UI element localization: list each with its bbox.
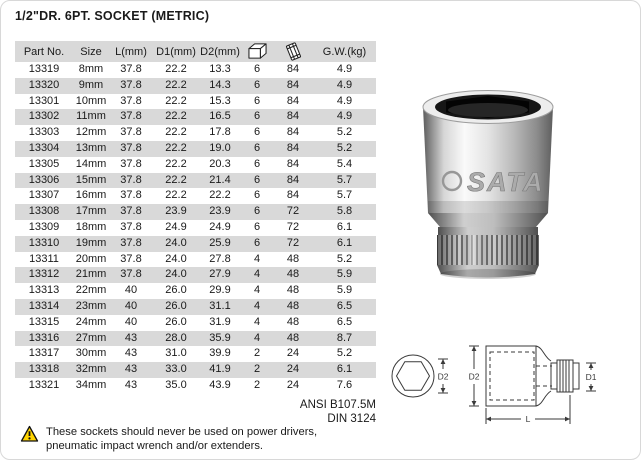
cell-d2: 35.9	[199, 331, 241, 347]
cell-d1: 33.0	[153, 362, 199, 378]
brand-emboss-text: SATA	[467, 167, 545, 197]
cell-carton-qty: 84	[286, 126, 300, 139]
cell-size: 19mm	[73, 236, 109, 252]
cell-part-no: 13316	[15, 331, 73, 347]
cell-carton-qty: 48	[286, 284, 300, 297]
cell-d1: 22.2	[165, 126, 187, 139]
warning-triangle-icon	[20, 425, 39, 443]
cell-inner-qty: 4	[241, 267, 273, 283]
cell-size: 20mm	[75, 252, 107, 265]
cell-part-no: 13313	[28, 284, 60, 297]
cell-gross-weight: 5.2	[313, 141, 376, 157]
cell-length: 37.8	[109, 236, 153, 252]
cell-carton-qty: 24	[286, 347, 300, 360]
cell-length: 37.8	[109, 267, 153, 283]
table-row	[15, 267, 376, 283]
cell-size: 9mm	[73, 78, 109, 94]
page-title: 1/2"DR. 6PT. SOCKET (METRIC)	[15, 9, 210, 23]
cell-gross-weight: 5.9	[336, 284, 353, 297]
table-row	[15, 78, 376, 94]
col-header-part-no: Part No.	[15, 41, 73, 62]
cell-length: 37.8	[109, 109, 153, 125]
col-header-size: Size	[73, 41, 109, 62]
cell-part-no: 13311	[29, 252, 59, 265]
cell-gross-weight: 5.4	[336, 157, 353, 170]
cell-inner-qty: 6	[241, 78, 273, 94]
cell-length: 40	[109, 299, 153, 315]
cell-size: 8mm	[78, 63, 104, 75]
cell-carton-qty: 84	[273, 141, 313, 157]
cell-d2: 39.9	[209, 347, 231, 360]
cell-d1: 22.2	[165, 189, 187, 202]
cell-length: 37.8	[109, 173, 153, 189]
col-header-carton-qty	[273, 41, 313, 62]
cell-carton-qty: 48	[286, 315, 300, 328]
cell-length: 40	[124, 315, 138, 328]
cell-part-no: 13315	[28, 315, 60, 328]
cell-inner-qty: 6	[253, 189, 261, 202]
cell-length: 37.8	[109, 141, 153, 157]
cell-size: 22mm	[75, 284, 107, 297]
table-row	[15, 315, 376, 331]
cell-inner-qty: 4	[253, 315, 261, 328]
cell-inner-qty: 6	[241, 236, 273, 252]
col-header-d1: D1(mm)	[153, 41, 199, 62]
cell-inner-qty: 6	[241, 141, 273, 157]
cell-inner-qty: 6	[253, 126, 261, 139]
dim-label-d1: D1	[585, 372, 597, 382]
cell-part-no: 13319	[28, 63, 60, 75]
cell-part-no: 13305	[28, 157, 60, 170]
table-row	[15, 62, 376, 78]
cell-part-no: 13306	[15, 173, 73, 189]
cell-d1: 24.0	[153, 236, 199, 252]
cell-gross-weight: 4.9	[336, 63, 353, 75]
cell-inner-qty: 4	[241, 299, 273, 315]
cell-d1: 35.0	[165, 378, 187, 391]
cell-part-no: 13312	[15, 267, 73, 283]
standard-ansi: ANSI B107.5M	[299, 399, 376, 411]
cell-size: 11mm	[73, 109, 109, 125]
cell-length: 37.8	[120, 126, 142, 139]
cell-length: 43	[124, 347, 138, 360]
cell-d1: 26.0	[153, 299, 199, 315]
cell-d1: 24.0	[153, 267, 199, 283]
cell-carton-qty: 84	[273, 78, 313, 94]
cell-size: 15mm	[73, 173, 109, 189]
end-view-hexagon	[397, 362, 430, 391]
cell-part-no: 13321	[28, 378, 60, 391]
cell-part-no: 13310	[15, 236, 73, 252]
cell-part-no: 13307	[28, 189, 60, 202]
cell-d1: 22.2	[165, 94, 187, 107]
cell-gross-weight: 5.2	[336, 347, 353, 360]
table-row	[15, 141, 376, 157]
cell-d2: 27.9	[199, 267, 241, 283]
cell-size: 13mm	[73, 141, 109, 157]
cell-part-no: 13303	[28, 126, 60, 139]
cell-d1: 22.2	[165, 157, 187, 170]
cell-d2: 23.9	[199, 204, 241, 220]
cell-part-no: 13314	[15, 299, 73, 315]
cell-inner-qty: 6	[253, 63, 261, 75]
cell-d2: 31.1	[199, 299, 241, 315]
cell-gross-weight: 6.1	[313, 362, 376, 378]
cell-d1: 22.2	[153, 78, 199, 94]
cell-carton-qty: 72	[286, 220, 300, 233]
cell-carton-qty: 24	[286, 378, 300, 391]
cell-gross-weight: 4.9	[313, 109, 376, 125]
cell-size: 27mm	[73, 331, 109, 347]
cell-d2: 19.0	[199, 141, 241, 157]
warning-text: These sockets should never be used on power drivers, pneumatic impact wrench and/or extenders.	[46, 426, 318, 452]
cell-d2: 16.5	[199, 109, 241, 125]
cell-length: 37.8	[120, 94, 142, 107]
cell-d1: 28.0	[153, 331, 199, 347]
cell-part-no: 13302	[15, 109, 73, 125]
inner-box-icon	[246, 42, 269, 61]
table-row	[15, 204, 376, 220]
cell-gross-weight: 5.9	[313, 267, 376, 283]
cell-inner-qty: 6	[241, 173, 273, 189]
cell-carton-qty: 24	[273, 362, 313, 378]
cell-d2: 22.2	[209, 189, 231, 202]
cell-d2: 24.9	[209, 220, 231, 233]
cell-part-no: 13301	[28, 94, 60, 107]
cell-gross-weight: 4.9	[336, 94, 353, 107]
table-row	[15, 157, 376, 173]
table-row	[15, 236, 376, 252]
side-view-knurl	[557, 360, 573, 392]
cell-d1: 26.0	[165, 315, 187, 328]
cell-d2: 31.9	[209, 315, 231, 328]
cell-d1: 24.0	[165, 252, 187, 265]
table-row	[15, 331, 376, 347]
cell-size: 18mm	[75, 220, 107, 233]
cell-carton-qty: 84	[273, 109, 313, 125]
dim-label-l: L	[525, 414, 531, 424]
cell-d2: 27.8	[209, 252, 231, 265]
cell-gross-weight: 8.7	[313, 331, 376, 347]
cell-carton-qty: 48	[286, 252, 300, 265]
cell-d2: 43.9	[209, 378, 231, 391]
dimension-drawing	[384, 334, 636, 430]
cell-inner-qty: 4	[253, 284, 261, 297]
cell-size: 21mm	[73, 267, 109, 283]
cell-carton-qty: 48	[273, 267, 313, 283]
cell-length: 37.8	[120, 189, 142, 202]
spec-table-body	[15, 62, 376, 394]
cell-inner-qty: 6	[253, 157, 261, 170]
cell-size: 32mm	[73, 362, 109, 378]
cell-length: 37.8	[120, 220, 142, 233]
cell-gross-weight: 6.5	[313, 299, 376, 315]
cell-d1: 22.2	[153, 109, 199, 125]
cell-inner-qty: 2	[241, 362, 273, 378]
dim-label-d2-end: D2	[437, 371, 449, 382]
cell-d1: 22.2	[153, 173, 199, 189]
cell-part-no: 13309	[28, 220, 60, 233]
cell-gross-weight: 6.5	[336, 315, 353, 328]
cell-d2: 14.3	[199, 78, 241, 94]
table-row	[15, 252, 376, 268]
cell-gross-weight: 5.7	[336, 189, 353, 202]
cell-size: 14mm	[75, 157, 107, 170]
cell-part-no: 13318	[15, 362, 73, 378]
cell-length: 37.8	[120, 63, 142, 75]
table-row	[15, 94, 376, 110]
col-header-length: L(mm)	[109, 41, 153, 62]
cell-carton-qty: 84	[273, 173, 313, 189]
cell-d2: 17.8	[209, 126, 231, 139]
cell-d2: 41.9	[199, 362, 241, 378]
cell-inner-qty: 2	[253, 347, 261, 360]
cell-size: 34mm	[75, 378, 107, 391]
table-row	[15, 283, 376, 299]
cell-gross-weight: 5.2	[336, 252, 353, 265]
table-row	[15, 125, 376, 141]
table-row	[15, 173, 376, 189]
cell-carton-qty: 84	[286, 94, 300, 107]
cell-d2: 21.4	[199, 173, 241, 189]
cell-gross-weight: 6.1	[336, 220, 353, 233]
cell-d2: 25.9	[199, 236, 241, 252]
cell-gross-weight: 7.6	[336, 378, 353, 391]
cell-d1: 24.9	[165, 220, 187, 233]
cell-length: 43	[109, 362, 153, 378]
table-row	[15, 346, 376, 362]
col-header-d2: D2(mm)	[199, 41, 241, 62]
cell-length: 37.8	[109, 78, 153, 94]
cell-inner-qty: 6	[253, 94, 261, 107]
col-header-gross-weight: G.W.(kg)	[313, 41, 376, 62]
cell-part-no: 13308	[15, 204, 73, 220]
cell-d2: 15.3	[209, 94, 231, 107]
table-row	[15, 220, 376, 236]
cell-size: 16mm	[75, 189, 107, 202]
cell-size: 23mm	[73, 299, 109, 315]
table-row	[15, 109, 376, 125]
cell-gross-weight: 5.8	[313, 204, 376, 220]
cell-d1: 22.2	[165, 63, 187, 75]
cell-inner-qty: 6	[241, 109, 273, 125]
spec-table	[15, 41, 376, 394]
cell-gross-weight: 4.9	[313, 78, 376, 94]
standards-block	[176, 399, 376, 426]
cell-carton-qty: 72	[273, 204, 313, 220]
product-photo-socket	[411, 81, 569, 281]
cell-carton-qty: 48	[273, 299, 313, 315]
cell-length: 43	[109, 331, 153, 347]
warning-note	[20, 425, 317, 453]
cell-inner-qty: 6	[241, 204, 273, 220]
cell-carton-qty: 84	[286, 189, 300, 202]
col-header-inner-qty	[241, 41, 273, 62]
cell-size: 24mm	[75, 315, 107, 328]
cell-d1: 22.2	[153, 141, 199, 157]
cell-size: 17mm	[73, 204, 109, 220]
cell-carton-qty: 84	[286, 63, 300, 75]
cell-size: 10mm	[75, 94, 107, 107]
cell-carton-qty: 84	[286, 157, 300, 170]
standard-din: DIN 3124	[327, 412, 376, 425]
table-row	[15, 362, 376, 378]
cell-size: 12mm	[75, 126, 107, 139]
cell-gross-weight: 6.1	[313, 236, 376, 252]
cell-inner-qty: 6	[253, 220, 261, 233]
cell-d1: 26.0	[165, 284, 187, 297]
cell-part-no: 13317	[28, 347, 60, 360]
cell-d2: 20.3	[209, 157, 231, 170]
cell-size: 30mm	[75, 347, 107, 360]
cell-length: 37.8	[120, 252, 142, 265]
cell-part-no: 13320	[15, 78, 73, 94]
cell-inner-qty: 4	[253, 252, 261, 265]
cell-d2: 29.9	[209, 284, 231, 297]
cell-inner-qty: 2	[253, 378, 261, 391]
cell-d2: 13.3	[209, 63, 231, 75]
cell-carton-qty: 72	[273, 236, 313, 252]
dim-label-d2-side: D2	[468, 371, 480, 382]
cell-d1: 23.9	[153, 204, 199, 220]
side-view-body	[486, 346, 536, 406]
cell-length: 37.8	[120, 157, 142, 170]
carton-icon	[282, 41, 305, 62]
spec-table-header	[15, 41, 376, 62]
cell-part-no: 13304	[15, 141, 73, 157]
table-row	[15, 378, 376, 394]
cell-length: 40	[124, 284, 138, 297]
cell-gross-weight: 5.7	[313, 173, 376, 189]
cell-carton-qty: 48	[273, 331, 313, 347]
cell-length: 43	[124, 378, 138, 391]
cell-gross-weight: 5.2	[336, 126, 353, 139]
table-row	[15, 299, 376, 315]
cell-length: 37.8	[109, 204, 153, 220]
table-row	[15, 188, 376, 204]
cell-d1: 31.0	[165, 347, 187, 360]
cell-inner-qty: 4	[241, 331, 273, 347]
